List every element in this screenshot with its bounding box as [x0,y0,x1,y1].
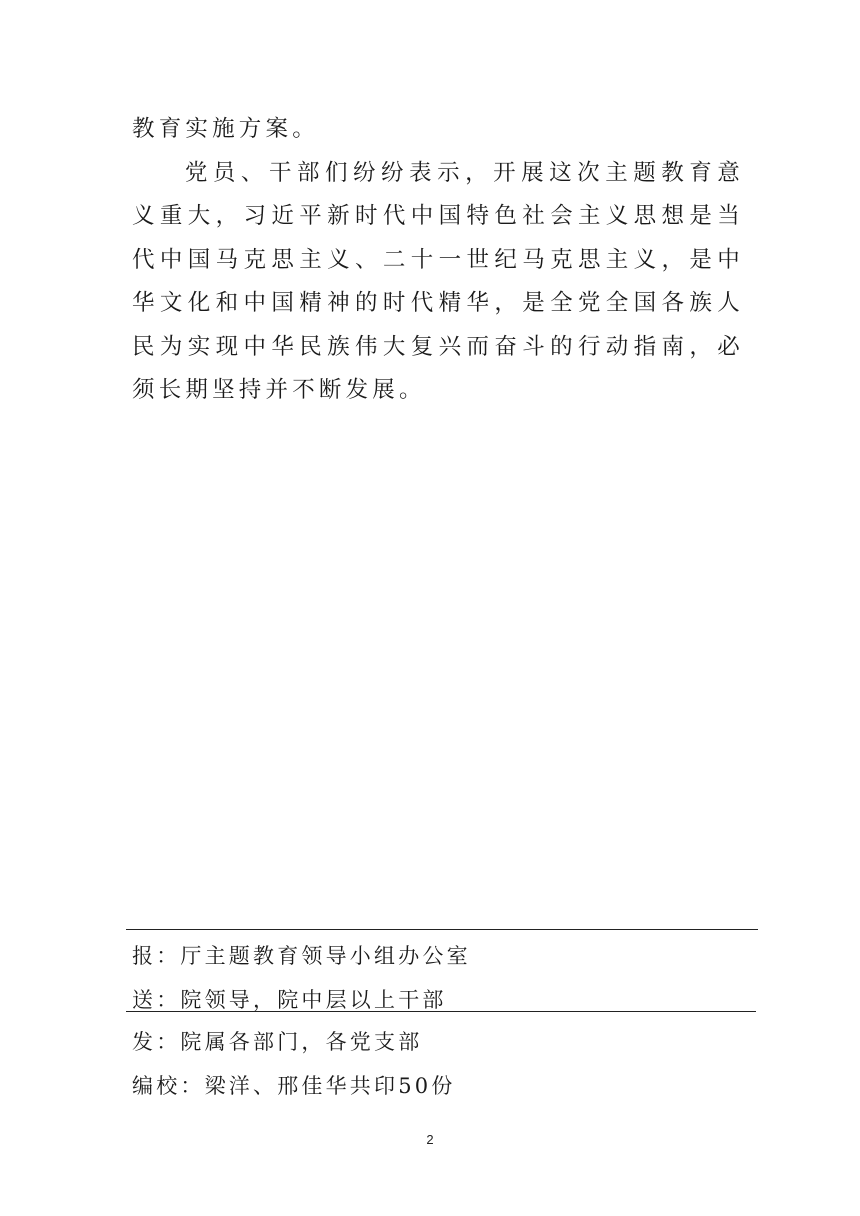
page-number: 2 [426,1132,434,1147]
paragraph-continuation: 教育实施方案。 [132,116,319,142]
body-text [132,108,744,413]
footer-middle-rule [126,1011,756,1012]
footer-report-to: 报：厅主题教育领导小组办公室 [132,944,471,968]
footer-distribute-to: 发：院属各部门，各党支部 [132,1030,423,1054]
footer-top-rule [126,929,758,930]
footer-editor: 编校：梁洋、邢佳华共印50份 [132,1074,456,1098]
footer-send-to: 送：院领导，院中层以上干部 [132,988,447,1012]
paragraph-party-members: 党员、干部们纷纷表示，开展这次主题教育意义重大，习近平新时代中国特色社会主义思想是当代中国马克思主义、二十一世纪马克思主义，是中华文化和中国精神的时代精华，是全党全国各族人民为实现中华民族伟大复兴而奋斗的行动指南，必须长期坚持并不断发展。 [132,159,744,403]
